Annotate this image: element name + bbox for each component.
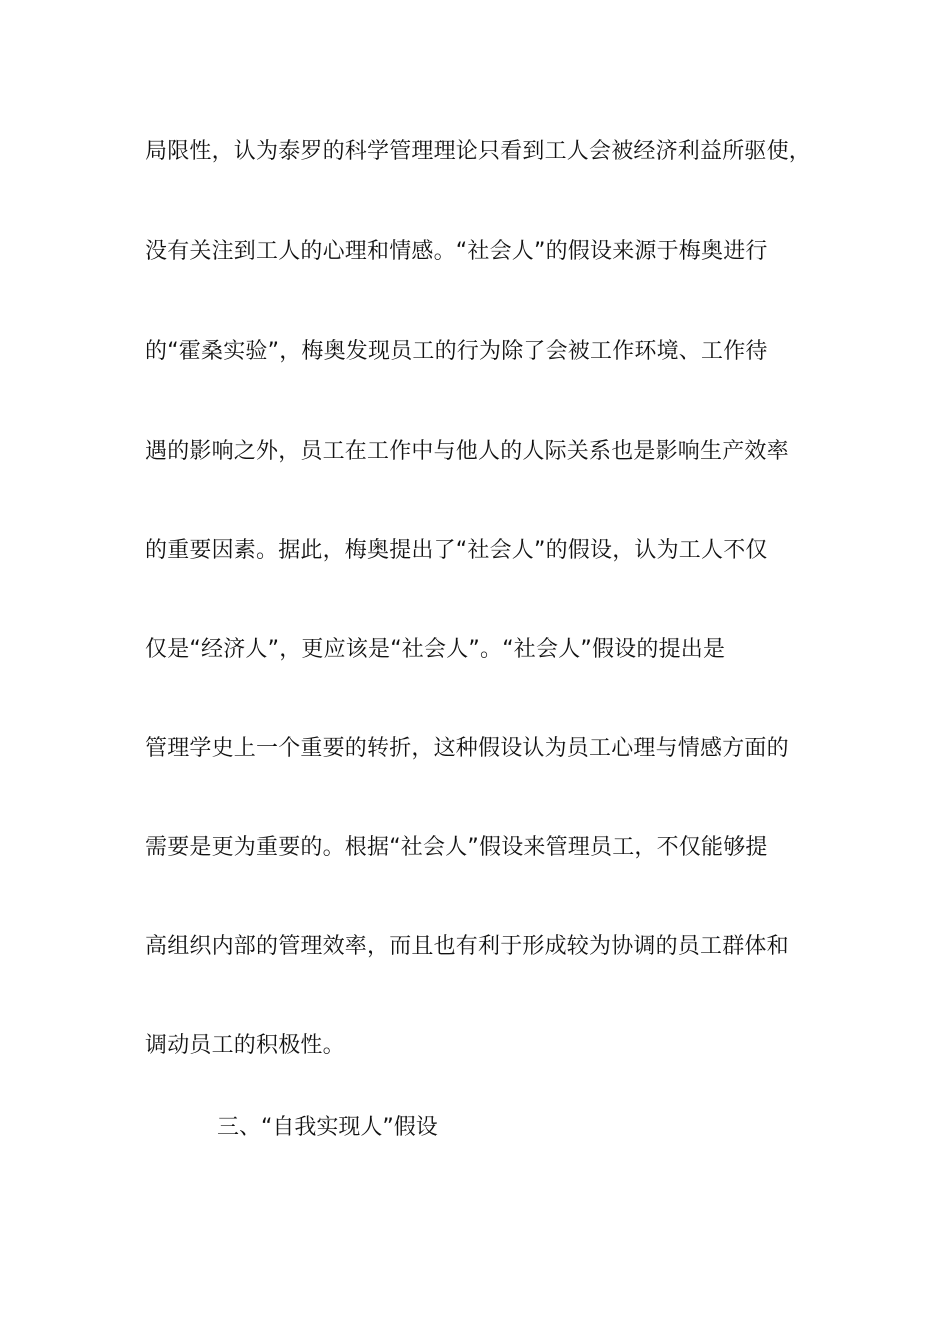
paragraph-line-9: 高组织内部的管理效率，而且也有利于形成较为协调的员工群体和 (145, 934, 789, 959)
paragraph-line-2: 没有关注到工人的心理和情感。“社会人”的假设来源于梅奥进行 (145, 239, 768, 264)
paragraph-line-5: 的重要因素。据此，梅奥提出了“社会人”的假设，认为工人不仅 (145, 538, 768, 563)
paragraph-line-1: 局限性，认为泰罗的科学管理理论只看到工人会被经济利益所驱使， (145, 139, 812, 164)
paragraph-line-7: 管理学史上一个重要的转折，这种假设认为员工心理与情感方面的 (145, 736, 789, 761)
paragraph-line-4: 遇的影响之外，员工在工作中与他人的人际关系也是影响生产效率 (145, 439, 789, 464)
paragraph-line-8: 需要是更为重要的。根据“社会人”假设来管理员工，不仅能够提 (145, 835, 768, 860)
paragraph-line-3: 的“霍桑实验”，梅奥发现员工的行为除了会被工作环境、工作待 (145, 339, 768, 364)
paragraph-line-6: 仅是“经济人”，更应该是“社会人”。“社会人”假设的提出是 (145, 637, 726, 662)
section-heading: 三、“自我实现人”假设 (217, 1115, 438, 1140)
paragraph-line-10: 调动员工的积极性。 (145, 1033, 345, 1058)
